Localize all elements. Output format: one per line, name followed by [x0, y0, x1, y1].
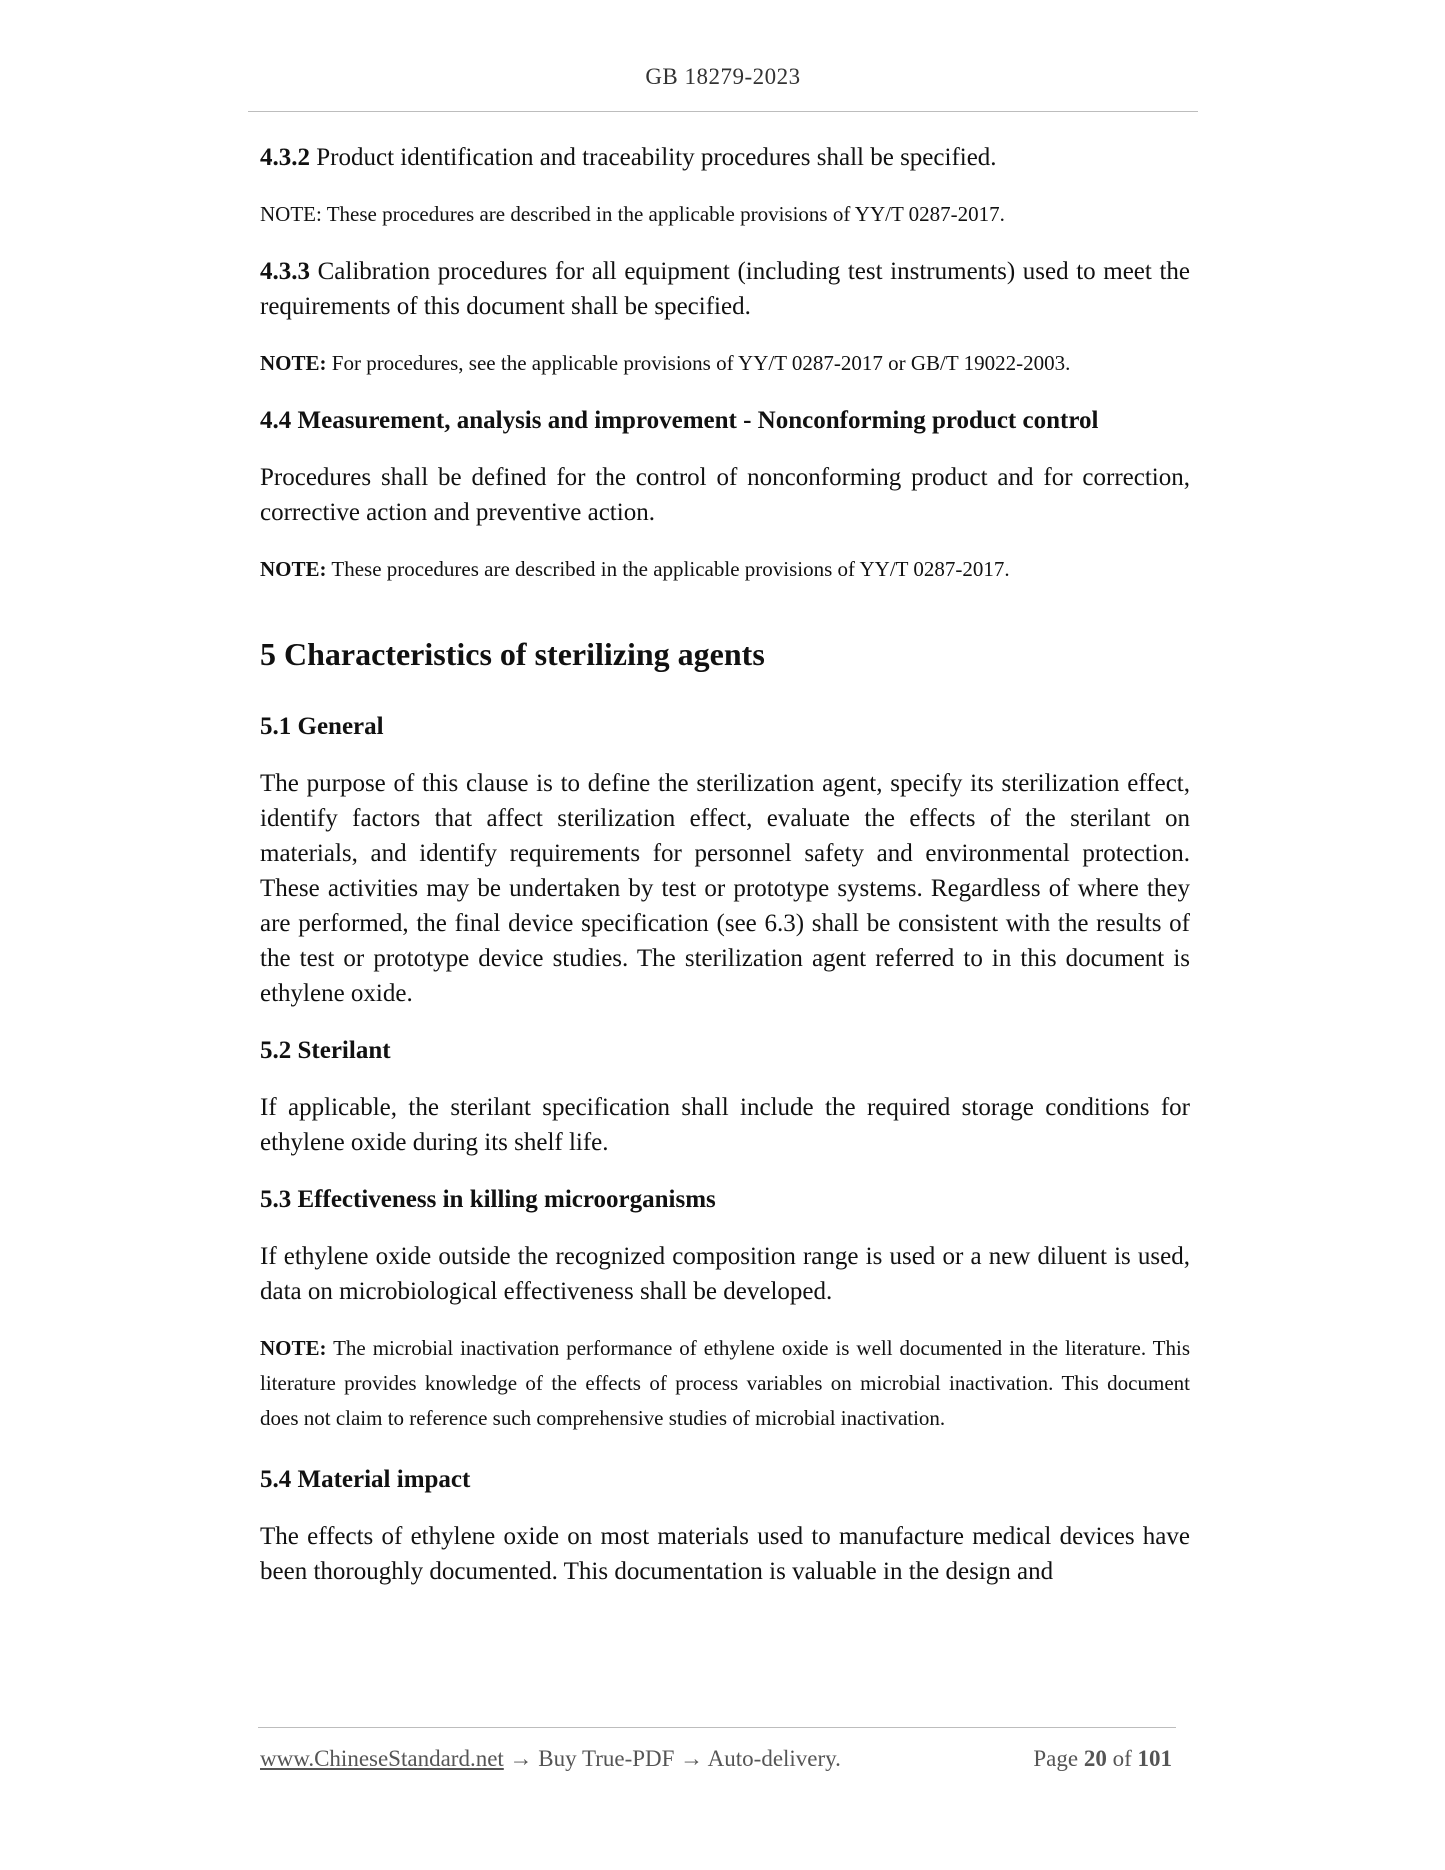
clause-number: 4.3.2: [260, 144, 310, 171]
clause-4-3-2: [260, 140, 1190, 175]
clause-text: Calibration procedures for all equipment (including test instruments) used to meet the requirements of this document shall be specified.: [260, 258, 1190, 320]
paragraph-5-2: If applicable, the sterilant specification shall include the required storage conditions for ethylene oxide during its shelf life.: [260, 1094, 1190, 1156]
clause-text: Product identification and traceability procedures shall be specified.: [310, 144, 997, 171]
current-page: 20: [1083, 1746, 1107, 1771]
heading-5-2: 5.2 Sterilant: [260, 1037, 391, 1064]
note-calibration: [260, 346, 1190, 381]
footer-promo: [260, 1746, 841, 1772]
footer-divider: [258, 1727, 1176, 1728]
note-text: For procedures, see the applicable provisions of YY/T 0287-2017 or GB/T 19022-2003.: [326, 351, 1071, 375]
note-microbial: [260, 1331, 1190, 1436]
page-label: Page: [1033, 1746, 1084, 1771]
note-text: The microbial inactivation performance of ethylene oxide is well documented in the literature. This literature provides knowledge of the effects of process variables on microbial inactivation. This document does not claim to reference such comprehensive studies of microbial inactivation.: [260, 1336, 1190, 1430]
paragraph-4-4: Procedures shall be defined for the control of nonconforming product and for correction, corrective action and preventive action.: [260, 464, 1190, 526]
heading-5-3: 5.3 Effectiveness in killing microorganisms: [260, 1186, 716, 1213]
note-label: NOTE:: [260, 557, 327, 581]
header-divider: [248, 111, 1198, 112]
paragraph-5-4: The effects of ethylene oxide on most materials used to manufacture medical devices have been thoroughly documented. This documentation is valuable in the design and: [260, 1523, 1190, 1585]
of-label: of: [1106, 1746, 1138, 1771]
website-link[interactable]: www.ChineseStandard.net: [260, 1746, 504, 1771]
page-content: [260, 140, 1190, 1589]
note-nonconforming: [260, 552, 1190, 587]
clause-4-3-3: [260, 254, 1190, 324]
page-footer: [260, 1746, 1178, 1780]
note-label: NOTE:: [260, 1336, 327, 1360]
footer-tagline: → Buy True-PDF → Auto-delivery.: [503, 1746, 841, 1771]
clause-number: 4.3.3: [260, 258, 310, 285]
heading-5-1: 5.1 General: [260, 713, 384, 740]
heading-5-4: 5.4 Material impact: [260, 1466, 471, 1493]
total-pages: 101: [1137, 1746, 1172, 1771]
heading-5: 5 Characteristics of sterilizing agents: [260, 636, 765, 672]
paragraph-5-1: The purpose of this clause is to define the sterilization agent, specify its sterilization effect, identify factors that affect sterilization effect, evaluate the effects of the sterilant on materials, and identify requirements for personnel safety and environmental protection. These activities may be undertaken by test or prototype systems. Regardless of where they are performed, the final device specification (see 6.3) shall be consistent with the results of the test or prototype device studies. The sterilization agent referred to in this document is ethylene oxide.: [260, 770, 1190, 1007]
note-traceability: NOTE: These procedures are described in the applicable provisions of YY/T 0287-2017.: [260, 202, 1005, 226]
paragraph-5-3: If ethylene oxide outside the recognized composition range is used or a new diluent is used, data on microbiological effectiveness shall be developed.: [260, 1243, 1190, 1305]
heading-4-4: 4.4 Measurement, analysis and improvement - Nonconforming product control: [260, 407, 1099, 434]
note-label: NOTE:: [260, 351, 327, 375]
note-text: These procedures are described in the applicable provisions of YY/T 0287-2017.: [326, 557, 1010, 581]
page-header: GB 18279-2023: [645, 64, 801, 89]
page-number: [1033, 1746, 1172, 1772]
